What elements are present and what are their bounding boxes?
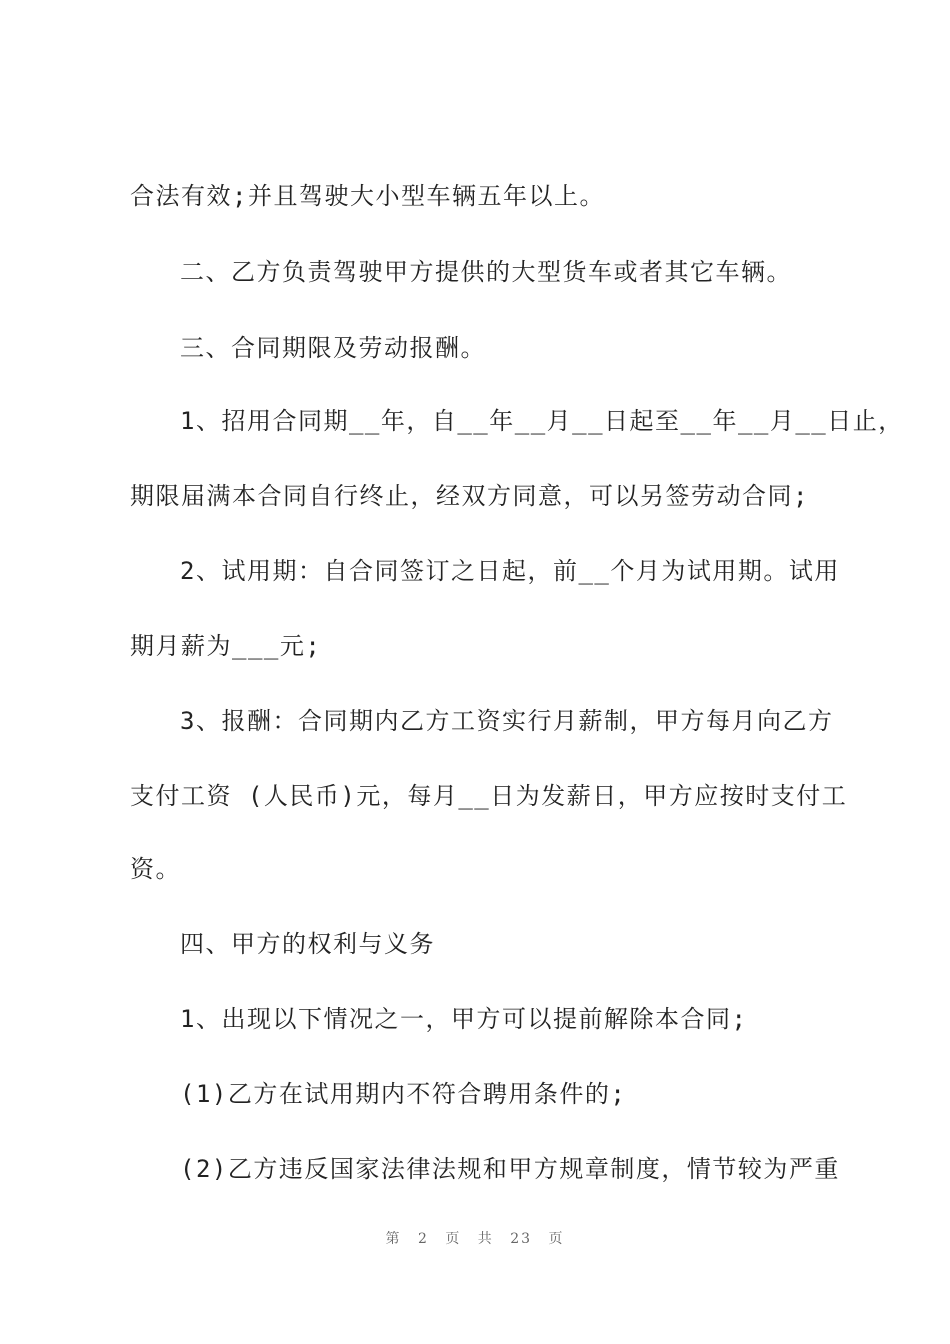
footer-label-gong: 共 xyxy=(477,1231,494,1247)
text-line: 1、出现以下情况之一，甲方可以提前解除本合同; xyxy=(180,1005,748,1033)
text-line: 3、报酬：合同期内乙方工资实行月薪制，甲方每月向乙方 xyxy=(180,707,834,735)
footer-label-ye2: 页 xyxy=(548,1231,565,1247)
footer-label-di: 第 xyxy=(385,1231,402,1247)
section-heading: 四、甲方的权利与义务 xyxy=(180,930,435,958)
text-line: 期月薪为___元; xyxy=(130,632,322,660)
current-page-number: 2 xyxy=(417,1231,429,1247)
text-line: 2、试用期：自合同签订之日起，前__个月为试用期。试用 xyxy=(180,557,840,585)
page-footer xyxy=(0,1228,950,1248)
text-line: 资。 xyxy=(130,855,181,883)
section-heading: 二、乙方负责驾驶甲方提供的大型货车或者其它车辆。 xyxy=(180,258,792,286)
text-line: 1、招用合同期__年，自__年__月__日起至__年__月__日止， xyxy=(180,407,904,435)
text-line: (2)乙方违反国家法律法规和甲方规章制度，情节较为严重 xyxy=(180,1155,840,1183)
text-line: 支付工资 (人民币)元，每月__日为发薪日，甲方应按时支付工 xyxy=(130,782,848,810)
footer-label-ye: 页 xyxy=(445,1231,462,1247)
text-line: (1)乙方在试用期内不符合聘用条件的; xyxy=(180,1080,627,1108)
text-line: 期限届满本合同自行终止，经双方同意，可以另签劳动合同; xyxy=(130,482,809,510)
total-pages-number: 23 xyxy=(510,1231,533,1247)
text-line: 合法有效;并且驾驶大小型车辆五年以上。 xyxy=(130,182,605,210)
section-heading: 三、合同期限及劳动报酬。 xyxy=(180,334,486,362)
